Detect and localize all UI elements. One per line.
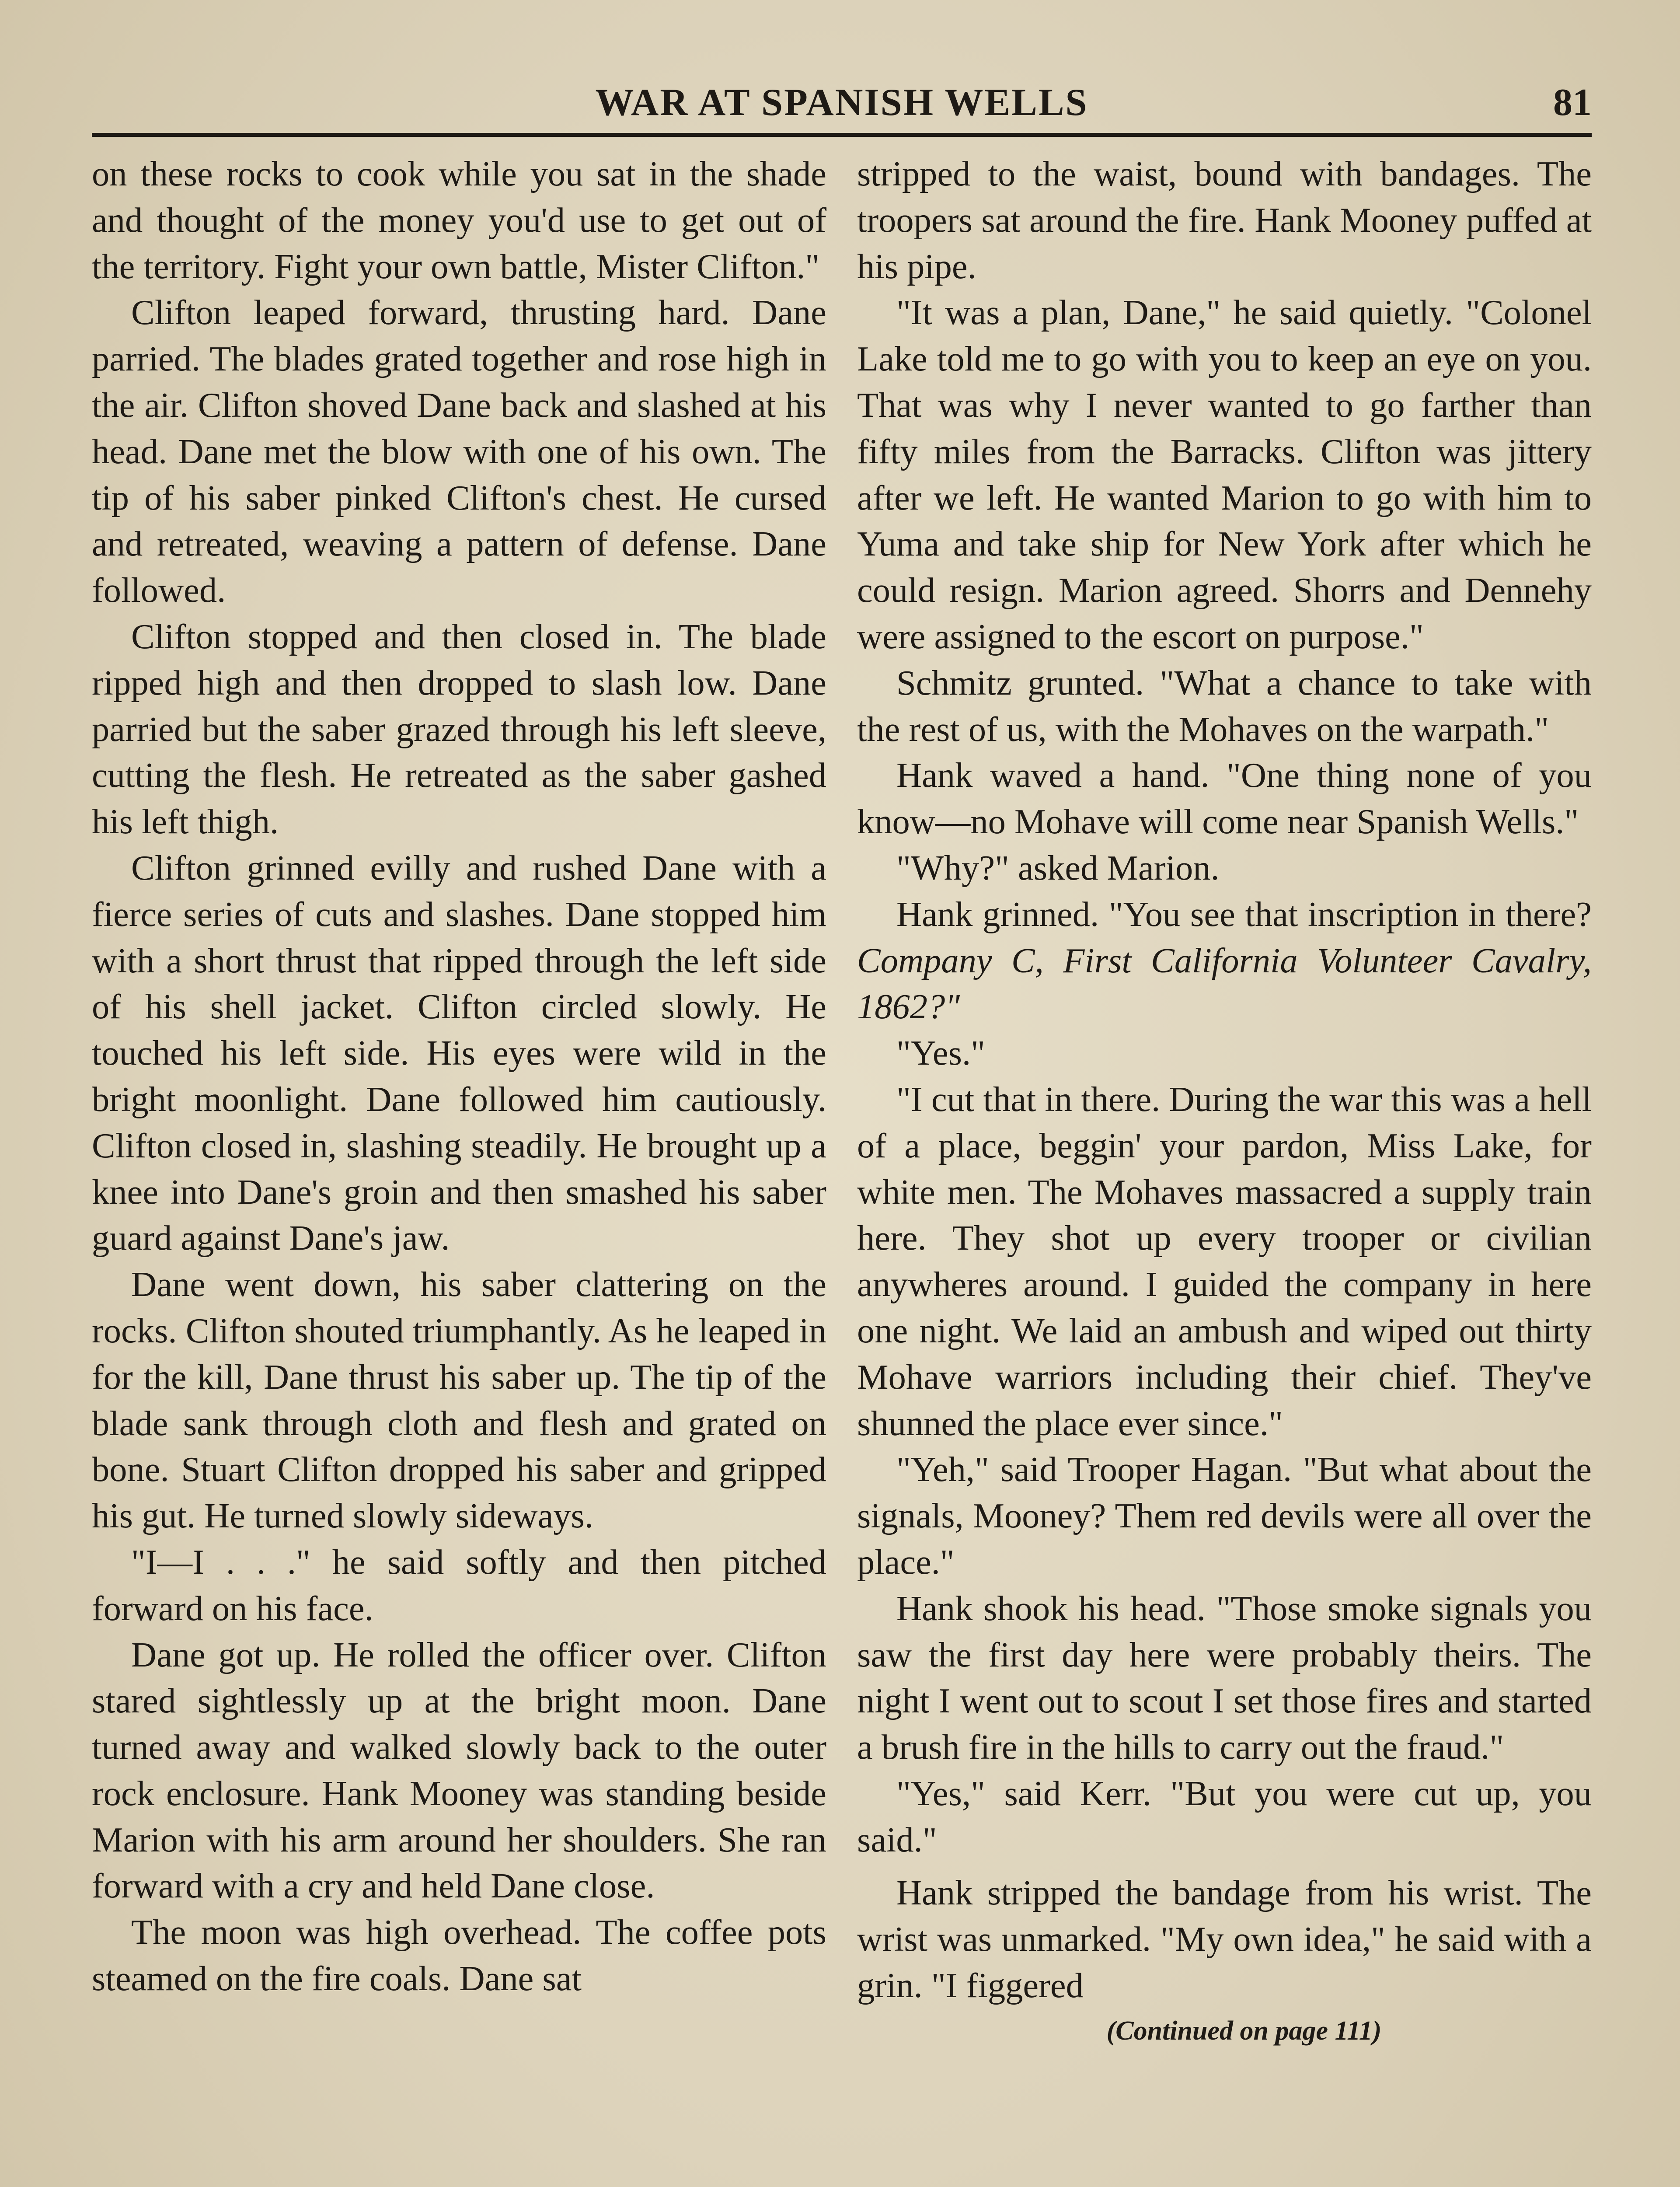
paragraph: Clifton leaped forward, thrusting hard. Dane parried. The blades grated together and rose high in the air. Clifton shoved Dane back and slashed at his head. Dane met the blow with one of his own. The tip of his saber pinked Clifton's chest. He cursed and retreated, weaving a pattern of defense. Dane followed. [92,293,826,610]
page-number: 81 [1553,81,1592,124]
continued-note: (Continued on page 111) [1106,2016,1382,2046]
paragraph: "I cut that in there. During the war this was a hell of a place, beggin' your pardon, Miss Lake, for white men. The Mohaves massacred a supply train here. They shot up every trooper or civilian anywheres around. I guided the company in here one night. We laid an ambush and wiped out thirty Mohave warriors including their chief. They've shunned the place ever since." [857,1080,1592,1443]
inscription-lead: Hank grinned. "You see that inscription in there? [896,894,1592,934]
paragraph-inscription [857,891,1592,1030]
left-column [92,151,826,2002]
paragraph: Dane got up. He rolled the officer over. Clifton stared sightlessly up at the bright moon. Dane turned away and walked slowly back to the outer rock enclosure. Hank Mooney was standing beside Marion with his arm around her shoulders. She ran forward with a cry and held Dane close. [92,1635,826,1906]
paragraph: on these rocks to cook while you sat in the shade and thought of the money you'd use to get out of the territory. Fight your own battle, Mister Clifton." [92,154,826,286]
paragraph: "Why?" asked Marion. [896,848,1220,887]
paragraph: Hank shook his head. "Those smoke signals you saw the first day here were probably theirs. The night I went out to scout I set those fires and started a brush fire in the hills to carry out the fraud." [857,1589,1592,1767]
header-rule [92,133,1592,137]
paragraph: Dane went down, his saber clattering on the rocks. Clifton shouted triumphantly. As he leaped in for the kill, Dane thrust his saber up. The tip of the blade sank through cloth and flesh and grated on bone. Stuart Clifton dropped his saber and gripped his gut. He turned slowly sideways. [92,1265,826,1536]
paragraph: stripped to the waist, bound with bandages. The troopers sat around the fire. Hank Mooney puffed at his pipe. [857,154,1592,286]
right-column [857,151,1592,2053]
page-header [92,79,1592,127]
paragraph: "It was a plan, Dane," he said quietly. "Colonel Lake told me to go with you to keep an eye on you. That was why I never wanted to go farther than fifty miles from the Barracks. Clifton was jittery after we left. He wanted Marion to go with him to Yuma and take ship for New York after which he could resign. Marion agreed. Shorrs and Dennehy were assigned to the escort on purpose." [857,293,1592,656]
paragraph: The moon was high overhead. The coffee pots steamed on the fire coals. Dane sat [92,1913,826,1998]
paragraph: "Yes." [896,1034,985,1073]
paragraph: Clifton stopped and then closed in. The blade ripped high and then dropped to slash low. Dane parried but the saber grazed through his left sleeve, cutting the flesh. He retreated as the saber gashed his left thigh. [92,617,826,842]
paragraph: Schmitz grunted. "What a chance to take with the rest of us, with the Mohaves on the warpath." [857,663,1592,749]
inscription-text: Company C, First California Volunteer Cavalry, 1862?" [857,941,1592,1027]
paragraph: Hank stripped the bandage from his wrist. The wrist was unmarked. "My own idea," he said with a grin. "I figgered [857,1873,1592,2005]
paragraph: "Yeh," said Trooper Hagan. "But what about the signals, Mooney? Them red devils were all over the place." [857,1450,1592,1582]
paragraph: Clifton grinned evilly and rushed Dane with a fierce series of cuts and slashes. Dane stopped him with a short thrust that ripped through the left side of his shell jacket. Clifton circled slowly. He touched his left side. His eyes were wild in the bright moonlight. Dane followed him cautiously. Clifton closed in, slashing steadily. He brought up a knee into Dane's groin and then smashed his saber guard against Dane's jaw. [92,848,826,1258]
paragraph: "Yes," said Kerr. "But you were cut up, you said." [857,1774,1592,1859]
running-title: WAR AT SPANISH WELLS [595,81,1088,124]
paragraph: Hank waved a hand. "One thing none of you know—no Mohave will come near Spanish Wells." [857,756,1592,842]
paragraph: "I—I . . ." he said softly and then pitched forward on his face. [92,1542,826,1628]
